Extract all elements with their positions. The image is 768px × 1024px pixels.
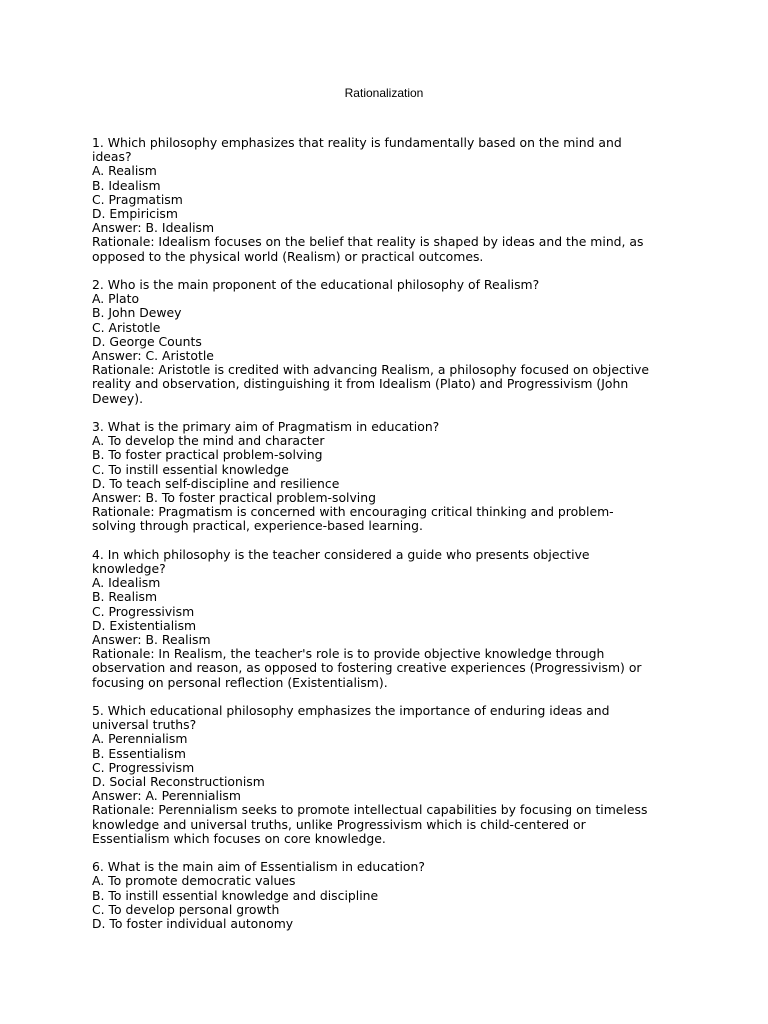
question-text-line: C. Pragmatism: [92, 191, 183, 207]
document-title: Rationalization: [344, 86, 424, 100]
question-text-line: B. Essentialism: [92, 745, 186, 761]
question-block: [92, 704, 692, 846]
question-text-line: D. To teach self-discipline and resilience: [92, 475, 340, 491]
question-text-line: Answer: A. Perennialism: [92, 788, 241, 804]
question-text-line: Answer: B. Idealism: [92, 220, 215, 236]
question-text-line: Rationale: Aristotle is credited with advancing Realism, a philosophy focused on objective: [92, 362, 650, 378]
question-text-line: Rationale: Idealism focuses on the belief that reality is shaped by ideas and the mind, as: [92, 234, 644, 250]
question-text-line: 2. Who is the main proponent of the educational philosophy of Realism?: [92, 277, 540, 293]
question-block: [92, 420, 692, 534]
question-text-line: solving through practical, experience-based learning.: [92, 518, 423, 534]
question-text-line: D. Existentialism: [92, 617, 197, 633]
question-text-line: B. Realism: [92, 589, 158, 605]
question-text-line: D. Social Reconstructionism: [92, 774, 265, 790]
document-body: [92, 136, 692, 945]
question-text-line: Rationale: In Realism, the teacher's role is to provide objective knowledge through: [92, 646, 605, 662]
question-text-line: D. To foster individual autonomy: [92, 916, 294, 932]
question-text-line: Answer: C. Aristotle: [92, 348, 214, 364]
question-text-line: Rationale: Pragmatism is concerned with encouraging critical thinking and problem-: [92, 504, 614, 520]
question-text-line: A. Realism: [92, 163, 157, 179]
question-text-line: 1. Which philosophy emphasizes that reality is fundamentally based on the mind and: [92, 135, 622, 150]
question-text-line: A. Plato: [92, 291, 140, 307]
question-text-line: A. Perennialism: [92, 731, 188, 747]
question-block: [92, 278, 692, 406]
question-text-line: C. To instill essential knowledge: [92, 461, 289, 477]
question-text-line: B. To foster practical problem-solving: [92, 447, 323, 463]
question-text-line: knowledge?: [92, 561, 166, 577]
question-text-line: reality and observation, distinguishing it from Idealism (Plato) and Progressivism (John: [92, 376, 629, 392]
question-text-line: B. Idealism: [92, 177, 161, 193]
question-text-line: Answer: B. To foster practical problem-solving: [92, 490, 376, 506]
question-text-line: C. Aristotle: [92, 319, 161, 335]
question-text-line: 3. What is the primary aim of Pragmatism in education?: [92, 419, 440, 435]
question-text-line: D. George Counts: [92, 333, 202, 349]
question-text-line: C. Progressivism: [92, 759, 195, 775]
question-text-line: knowledge and universal truths, unlike Progressivism which is child-centered or: [92, 816, 586, 832]
question-text-line: universal truths?: [92, 717, 197, 733]
question-text-line: A. To promote democratic values: [92, 873, 296, 889]
question-text-line: ideas?: [92, 149, 132, 165]
question-text-line: A. To develop the mind and character: [92, 433, 325, 449]
question-text-line: Dewey).: [92, 390, 144, 406]
question-block: [92, 136, 692, 264]
question-text-line: B. To instill essential knowledge and discipline: [92, 887, 379, 903]
question-text-line: B. John Dewey: [92, 305, 182, 321]
question-block: [92, 548, 692, 690]
question-text-line: opposed to the physical world (Realism) or practical outcomes.: [92, 248, 484, 264]
question-text-line: observation and reason, as opposed to fostering creative experiences (Progressivism) or: [92, 660, 642, 676]
question-text-line: A. Idealism: [92, 575, 161, 591]
question-text-line: Essentialism which focuses on core knowledge.: [92, 830, 386, 846]
question-block: [92, 860, 692, 931]
question-text-line: D. Empiricism: [92, 206, 178, 222]
question-text-line: Answer: B. Realism: [92, 632, 211, 648]
question-text-line: 5. Which educational philosophy emphasizes the importance of enduring ideas and: [92, 703, 610, 719]
question-text-line: C. Progressivism: [92, 603, 195, 619]
question-text-line: C. To develop personal growth: [92, 901, 280, 917]
question-text-line: 4. In which philosophy is the teacher considered a guide who presents objective: [92, 546, 590, 562]
question-text-line: Rationale: Perennialism seeks to promote intellectual capabilities by focusing on timeless: [92, 802, 648, 818]
question-text-line: 6. What is the main aim of Essentialism in education?: [92, 859, 425, 875]
question-text-line: focusing on personal reflection (Existentialism).: [92, 674, 388, 690]
